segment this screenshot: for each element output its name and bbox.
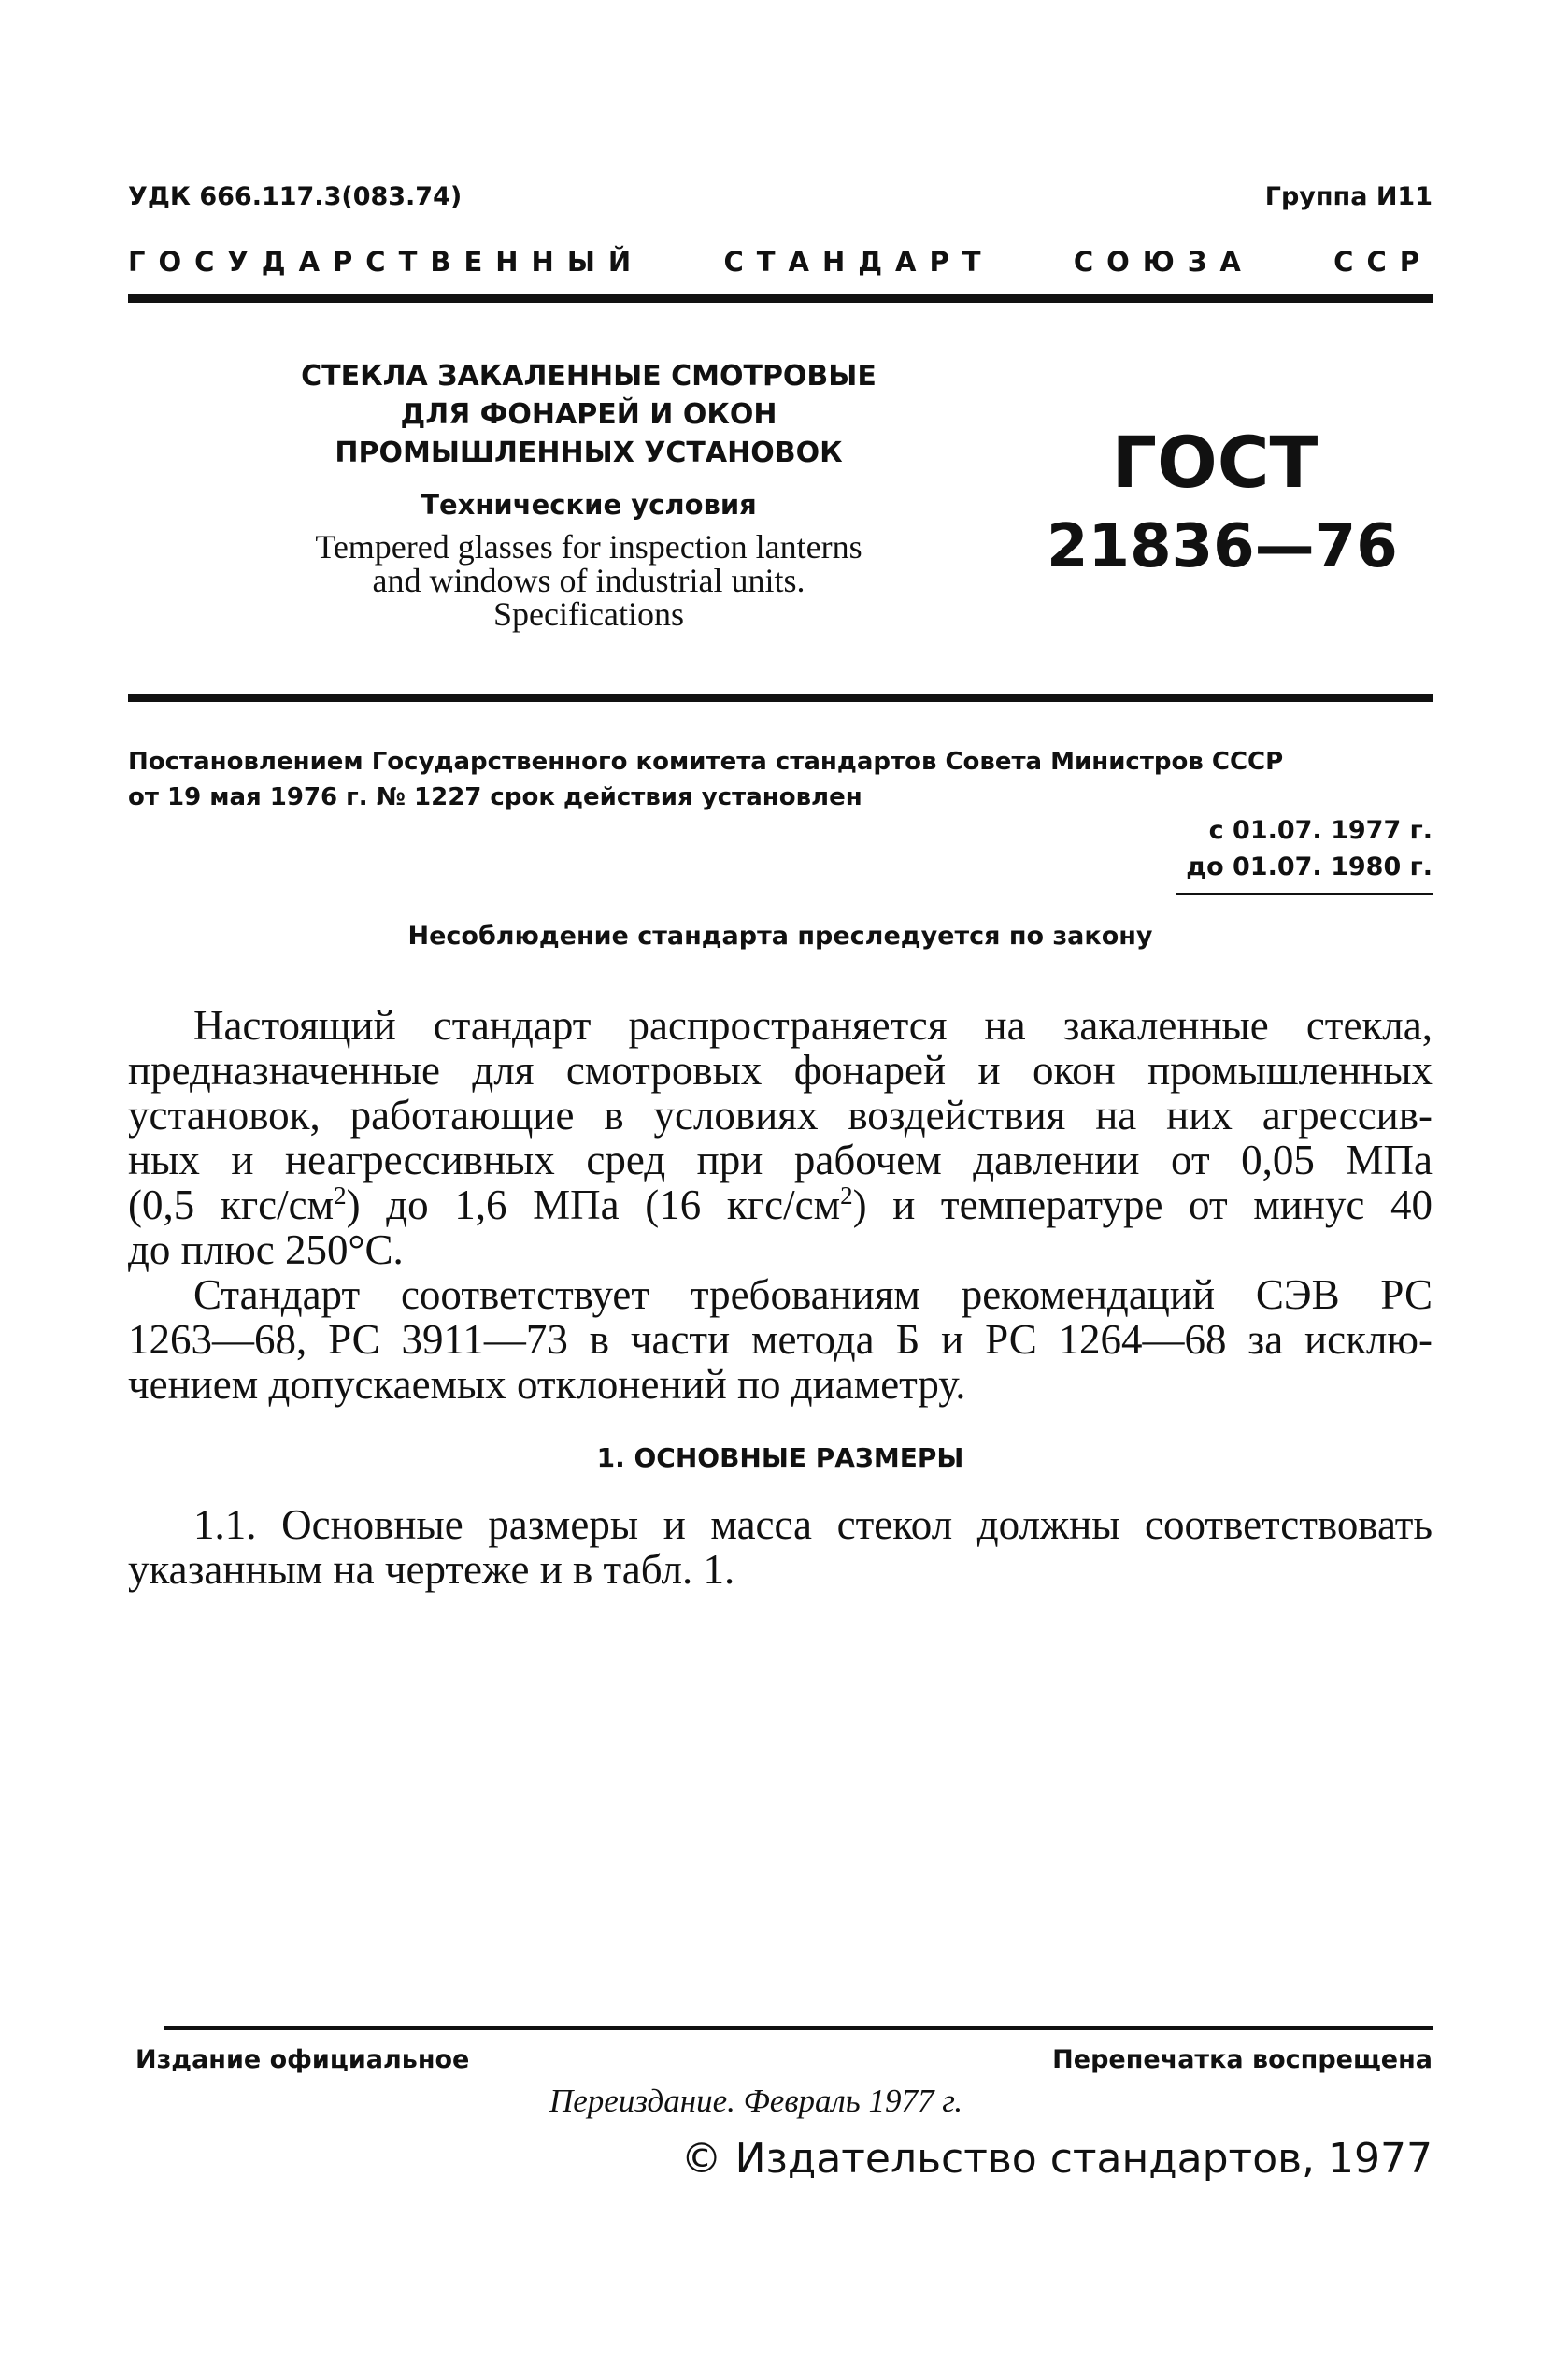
intro-line-5-a: (0,5 кгс/см — [128, 1182, 335, 1228]
intro-line-4: ных и неагрессивных сред при рабочем давлении от 0,05 МПа — [128, 1137, 1433, 1183]
header-thick-rule — [128, 294, 1433, 303]
title-line-3: ПРОМЫШЛЕННЫХ УСТАНОВОК — [335, 437, 843, 469]
group-code: Группа И11 — [1264, 182, 1433, 211]
reissue-note: Переиздание. Февраль 1977 г. — [549, 2083, 963, 2119]
intro-line-5-b: ) до 1,6 МПа (16 кгс/см — [346, 1182, 841, 1228]
banner-word-3: СОЮЗА — [1073, 246, 1254, 278]
section-paragraph — [128, 1502, 1433, 1592]
copyright: © Издательство стандартов, 1977 — [680, 2135, 1433, 2183]
english-line-1: Tempered glasses for inspection lanterns — [315, 528, 862, 566]
banner-word-2: СТАНДАРТ — [723, 246, 994, 278]
banner-word-1: ГОСУДАРСТВЕННЫЙ — [128, 246, 645, 278]
intro-line-5-c: ) и температуре от минус 40 — [852, 1182, 1433, 1228]
gost-label: ГОСТ — [1111, 421, 1319, 504]
gost-number: 21836—76 — [1047, 512, 1398, 581]
intro-paragraph-1 — [128, 1003, 1433, 1272]
intro-line-3: установок, работающие в условиях воздействия на них агрессив- — [128, 1092, 1433, 1139]
title-line-2: ДЛЯ ФОНАРЕЙ И ОКОН — [400, 398, 777, 431]
intro-line-6: до плюс 250°С. — [128, 1226, 404, 1273]
title-rule — [128, 694, 1433, 702]
banner-word-4: ССР — [1333, 246, 1433, 278]
intro-p2-line-2: 1263—68, РС 3911—73 в части метода Б и РС 1264—68 за исклю- — [128, 1316, 1433, 1363]
title-block — [187, 357, 991, 631]
english-line-2: and windows of industrial units. — [372, 562, 805, 599]
decree-line-1: Постановлением Государственного комитета стандартов Совета Министров СССР — [128, 748, 1284, 776]
legal-notice: Несоблюдение стандарта преследуется по закону — [407, 922, 1153, 951]
superscript-2: 2 — [334, 1182, 347, 1210]
english-line-3: Specifications — [493, 595, 684, 633]
reprint-prohibited: Перепечатка воспрещена — [1052, 2045, 1433, 2074]
section-heading: 1. ОСНОВНЫЕ РАЗМЕРЫ — [596, 1442, 964, 1473]
decree-line-2: от 19 мая 1976 г. № 1227 срок действия установлен — [128, 783, 862, 811]
intro-p2-line-3: чением допускаемых отклонений по диаметру. — [128, 1361, 966, 1408]
intro-paragraph-2 — [128, 1272, 1433, 1407]
intro-line-1: Настоящий стандарт распространяется на закаленные стекла, — [193, 1002, 1433, 1049]
superscript-2: 2 — [840, 1182, 853, 1210]
udk-code: УДК 666.117.3(083.74) — [128, 182, 463, 211]
state-standard-banner — [128, 246, 1433, 278]
intro-p2-line-1: Стандарт соответствует требованиям рекомендаций СЭВ РС — [193, 1271, 1433, 1318]
intro-line-5 — [128, 1182, 1433, 1227]
validity-underline — [1176, 893, 1433, 895]
subtitle: Технические условия — [421, 489, 757, 521]
validity-to: до 01.07. 1980 г. — [1186, 852, 1433, 881]
official-edition: Издание официальное — [135, 2045, 470, 2074]
section-line-2: указанным на чертеже и в табл. 1. — [128, 1546, 735, 1593]
title-line-1: СТЕКЛА ЗАКАЛЕННЫЕ СМОТРОВЫЕ — [301, 360, 877, 393]
validity-from: с 01.07. 1977 г. — [1208, 816, 1433, 845]
intro-line-2: предназначенные для смотровых фонарей и окон промышленных — [128, 1047, 1433, 1094]
section-line-1: 1.1. Основные размеры и масса стекол должны соответствовать — [193, 1501, 1433, 1548]
footer-rule — [164, 2026, 1433, 2030]
